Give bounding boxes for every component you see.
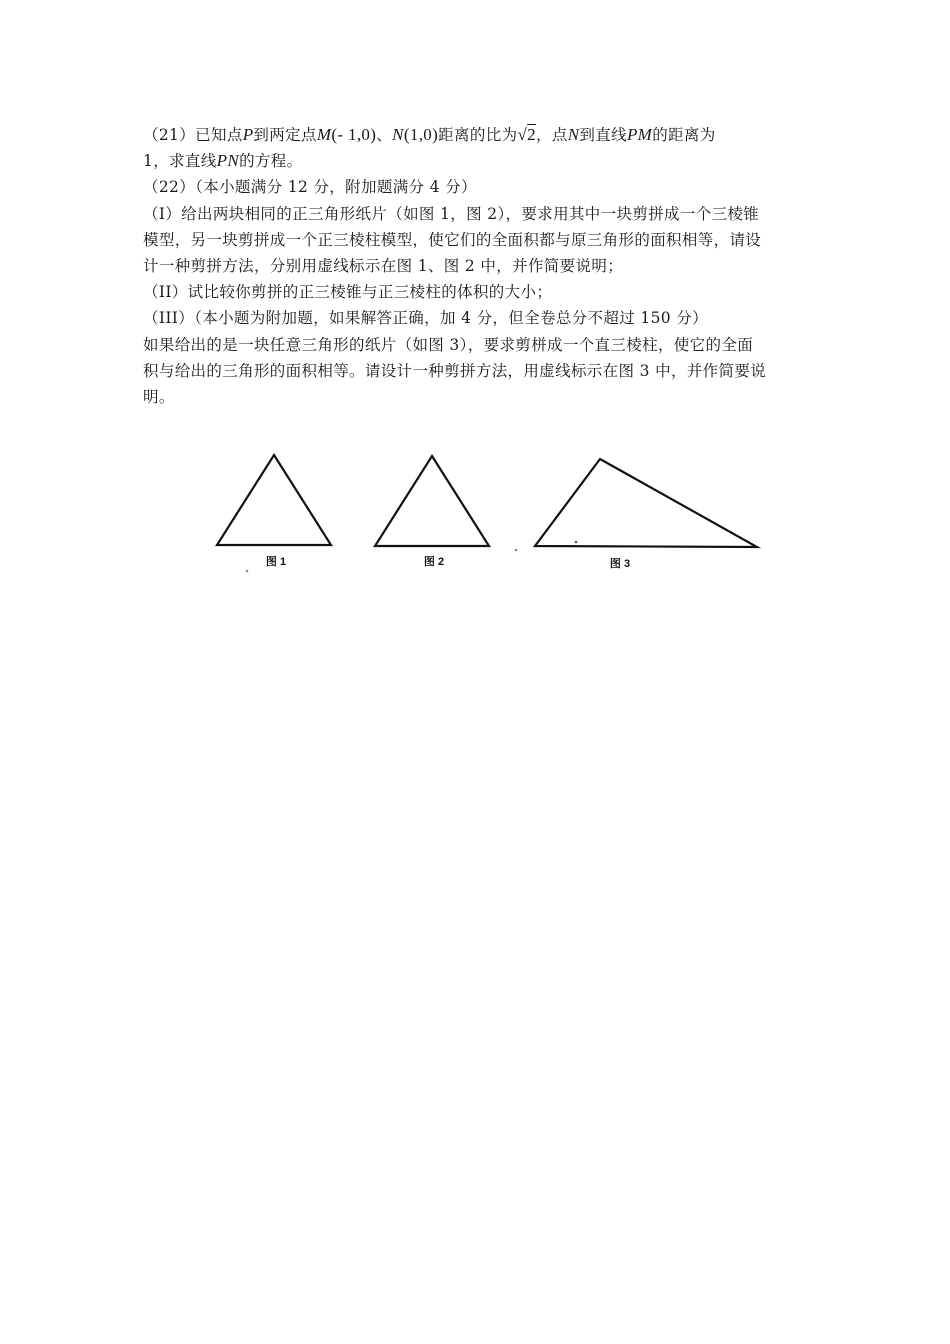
figure-1-label: 图 1	[265, 556, 287, 568]
math-PN: PN	[216, 151, 240, 171]
figure-3-label: 图 3	[609, 558, 631, 570]
figures-row	[200, 440, 780, 590]
figure-2-label: 图 2	[423, 556, 445, 568]
math-N2: N	[567, 125, 580, 144]
q22-header: （22）（本小题满分 12 分，附加题满分 4 分）	[143, 178, 477, 197]
q22-part3-line1: （III）（本小题为附加题，如果解答正确，加 4 分，但全卷总分不超过 150 分）	[143, 309, 708, 328]
math-M: M	[316, 125, 332, 144]
scan-speck	[246, 570, 249, 573]
problem-text	[143, 122, 809, 410]
figure-2-triangle	[375, 456, 489, 546]
q22-part3-line4: 明。	[143, 388, 175, 407]
q21-text-5: 到直线	[579, 126, 627, 144]
math-N-coords: (1,0)	[403, 125, 439, 144]
q22-part1-line1: （I）给出两块相同的正三角形纸片（如图 1，图 2），要求用其中一块剪拼成一个三棱锥	[143, 204, 760, 223]
math-N: N	[392, 125, 404, 144]
q22-part2-line1: （II）试比较你剪拼的正三棱锥与正三棱柱的体积的大小；	[143, 283, 553, 302]
q21-text-4: ，点	[535, 126, 568, 144]
scan-speck	[575, 541, 578, 544]
scan-speck	[515, 549, 518, 552]
q22-part1-line2: 模型，另一块剪拼成一个正三棱柱模型，使它们的全面积都与原三角形的面积相等，请设	[143, 230, 762, 249]
math-P: P	[242, 125, 254, 144]
q21-line-2	[143, 148, 809, 174]
sqrt-radicand: 2	[527, 125, 536, 144]
figure-3-triangle	[535, 459, 757, 547]
q22-part3-line2: 如果给出的是一块任意三角形的纸片（如图 3），要求剪栟成一个直三棱柱，使它的全面	[143, 335, 754, 354]
math-PM: PM	[626, 125, 653, 144]
q21-text-7: 1，求直线	[143, 152, 217, 171]
q21-line-1	[143, 122, 809, 148]
q22-part3-line3: 积与给出的三角形的面积相等。请设计一种剪拼方法，用虚线标示在图 3 中，并作简要说	[143, 361, 767, 380]
q21-text-1: （21）已知点	[143, 126, 243, 144]
q21-sep: 、	[376, 126, 393, 144]
q21-text-3: 距离的比为	[438, 126, 518, 144]
q22-part1-line3: 计一种剪拼方法，分别用虚线标示在图 1、图 2 中，并作简要说明；	[143, 257, 624, 276]
figures-svg	[200, 440, 780, 590]
figure-1-triangle	[217, 455, 331, 545]
q21-text-6: 的距离为	[652, 126, 716, 144]
q21-text-8: 的方程。	[239, 152, 303, 171]
math-sqrt2: √2	[517, 125, 536, 144]
math-M-coords: (- 1,0)	[331, 125, 377, 144]
q21-text-2: 到两定点	[253, 126, 317, 144]
